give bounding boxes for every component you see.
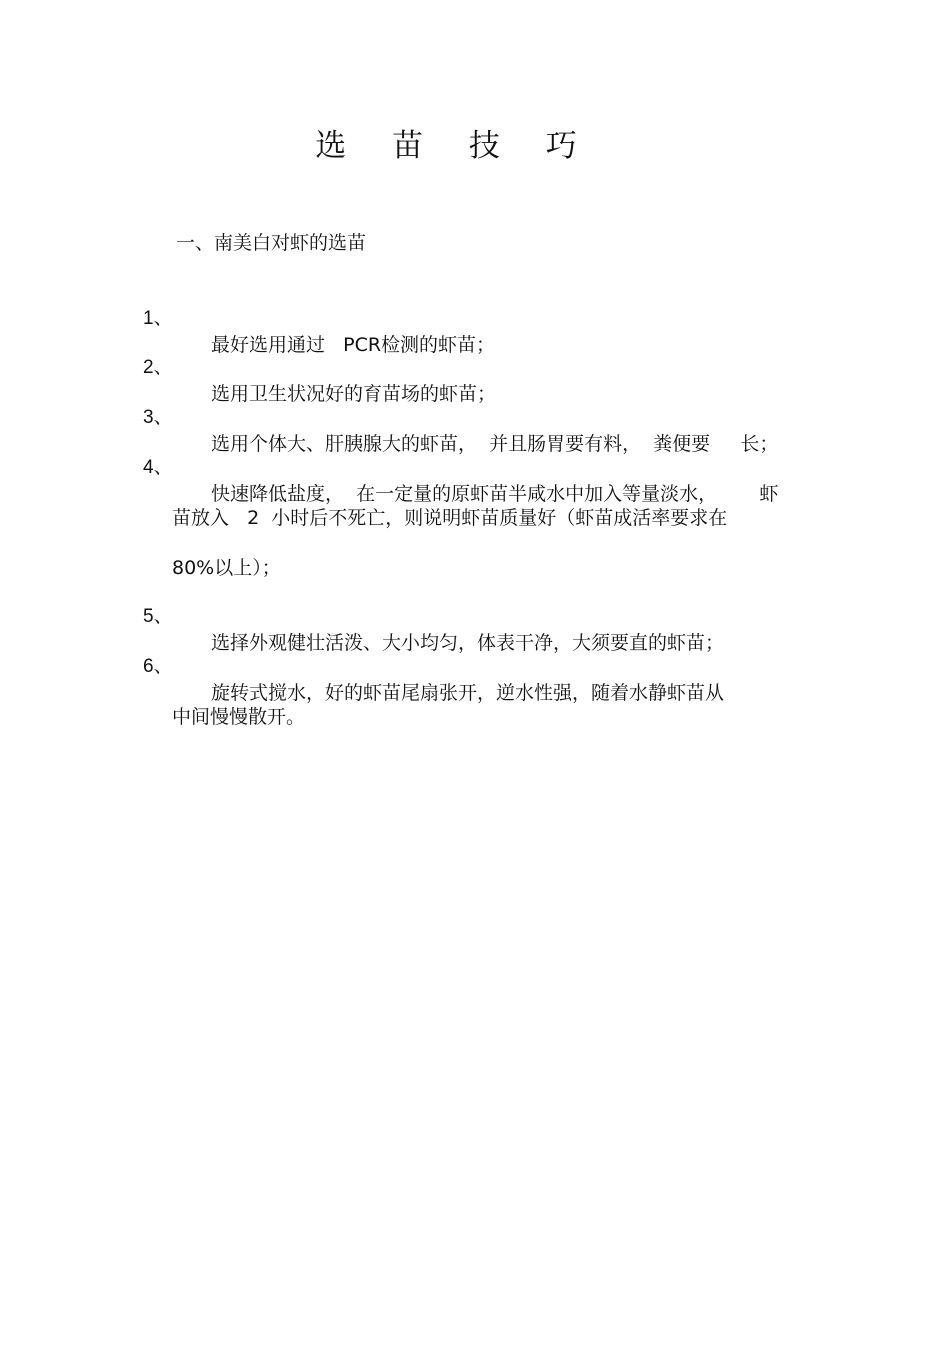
list-item-6-continuation bbox=[0, 678, 306, 756]
list-item-text: 中间慢慢散开。 bbox=[172, 706, 306, 728]
page-title: 选 苗 技 巧 bbox=[315, 128, 595, 164]
list-item-number: 5、 bbox=[143, 606, 173, 627]
list-item-number: 4、 bbox=[143, 457, 173, 478]
section-heading: 一、南美白对虾的选苗 bbox=[176, 232, 367, 254]
list-item-number: 2、 bbox=[143, 357, 173, 378]
list-item-number: 3、 bbox=[143, 407, 173, 428]
list-item-text: 选择外观健壮活泼、大小均匀，体表干净，大须要直的虾苗； bbox=[211, 632, 725, 654]
list-item-number: 1、 bbox=[143, 308, 173, 329]
list-item-text: 最好选用通过 PCR检测的虾苗； bbox=[211, 334, 496, 356]
list-item-text: 选用个体大、肝胰腺大的虾苗， 并且肠胃要有料， 粪便要 长； bbox=[211, 433, 779, 455]
list-item-text: 选用卫生状况好的育苗场的虾苗； bbox=[211, 383, 497, 405]
list-item-text: 苗放入 2 小时后不死亡，则说明虾苗质量好（虾苗成活率要求在 bbox=[172, 507, 728, 529]
list-item-text: 80%以上）； bbox=[172, 557, 281, 579]
list-item-text: 快速降低盐度， 在一定量的原虾苗半咸水中加入等量淡水， 虾 bbox=[211, 483, 779, 505]
list-item-number: 6、 bbox=[143, 656, 173, 677]
list-item-text: 旋转式搅水，好的虾苗尾扇张开，逆水性强，随着水静虾苗从 bbox=[211, 682, 725, 704]
